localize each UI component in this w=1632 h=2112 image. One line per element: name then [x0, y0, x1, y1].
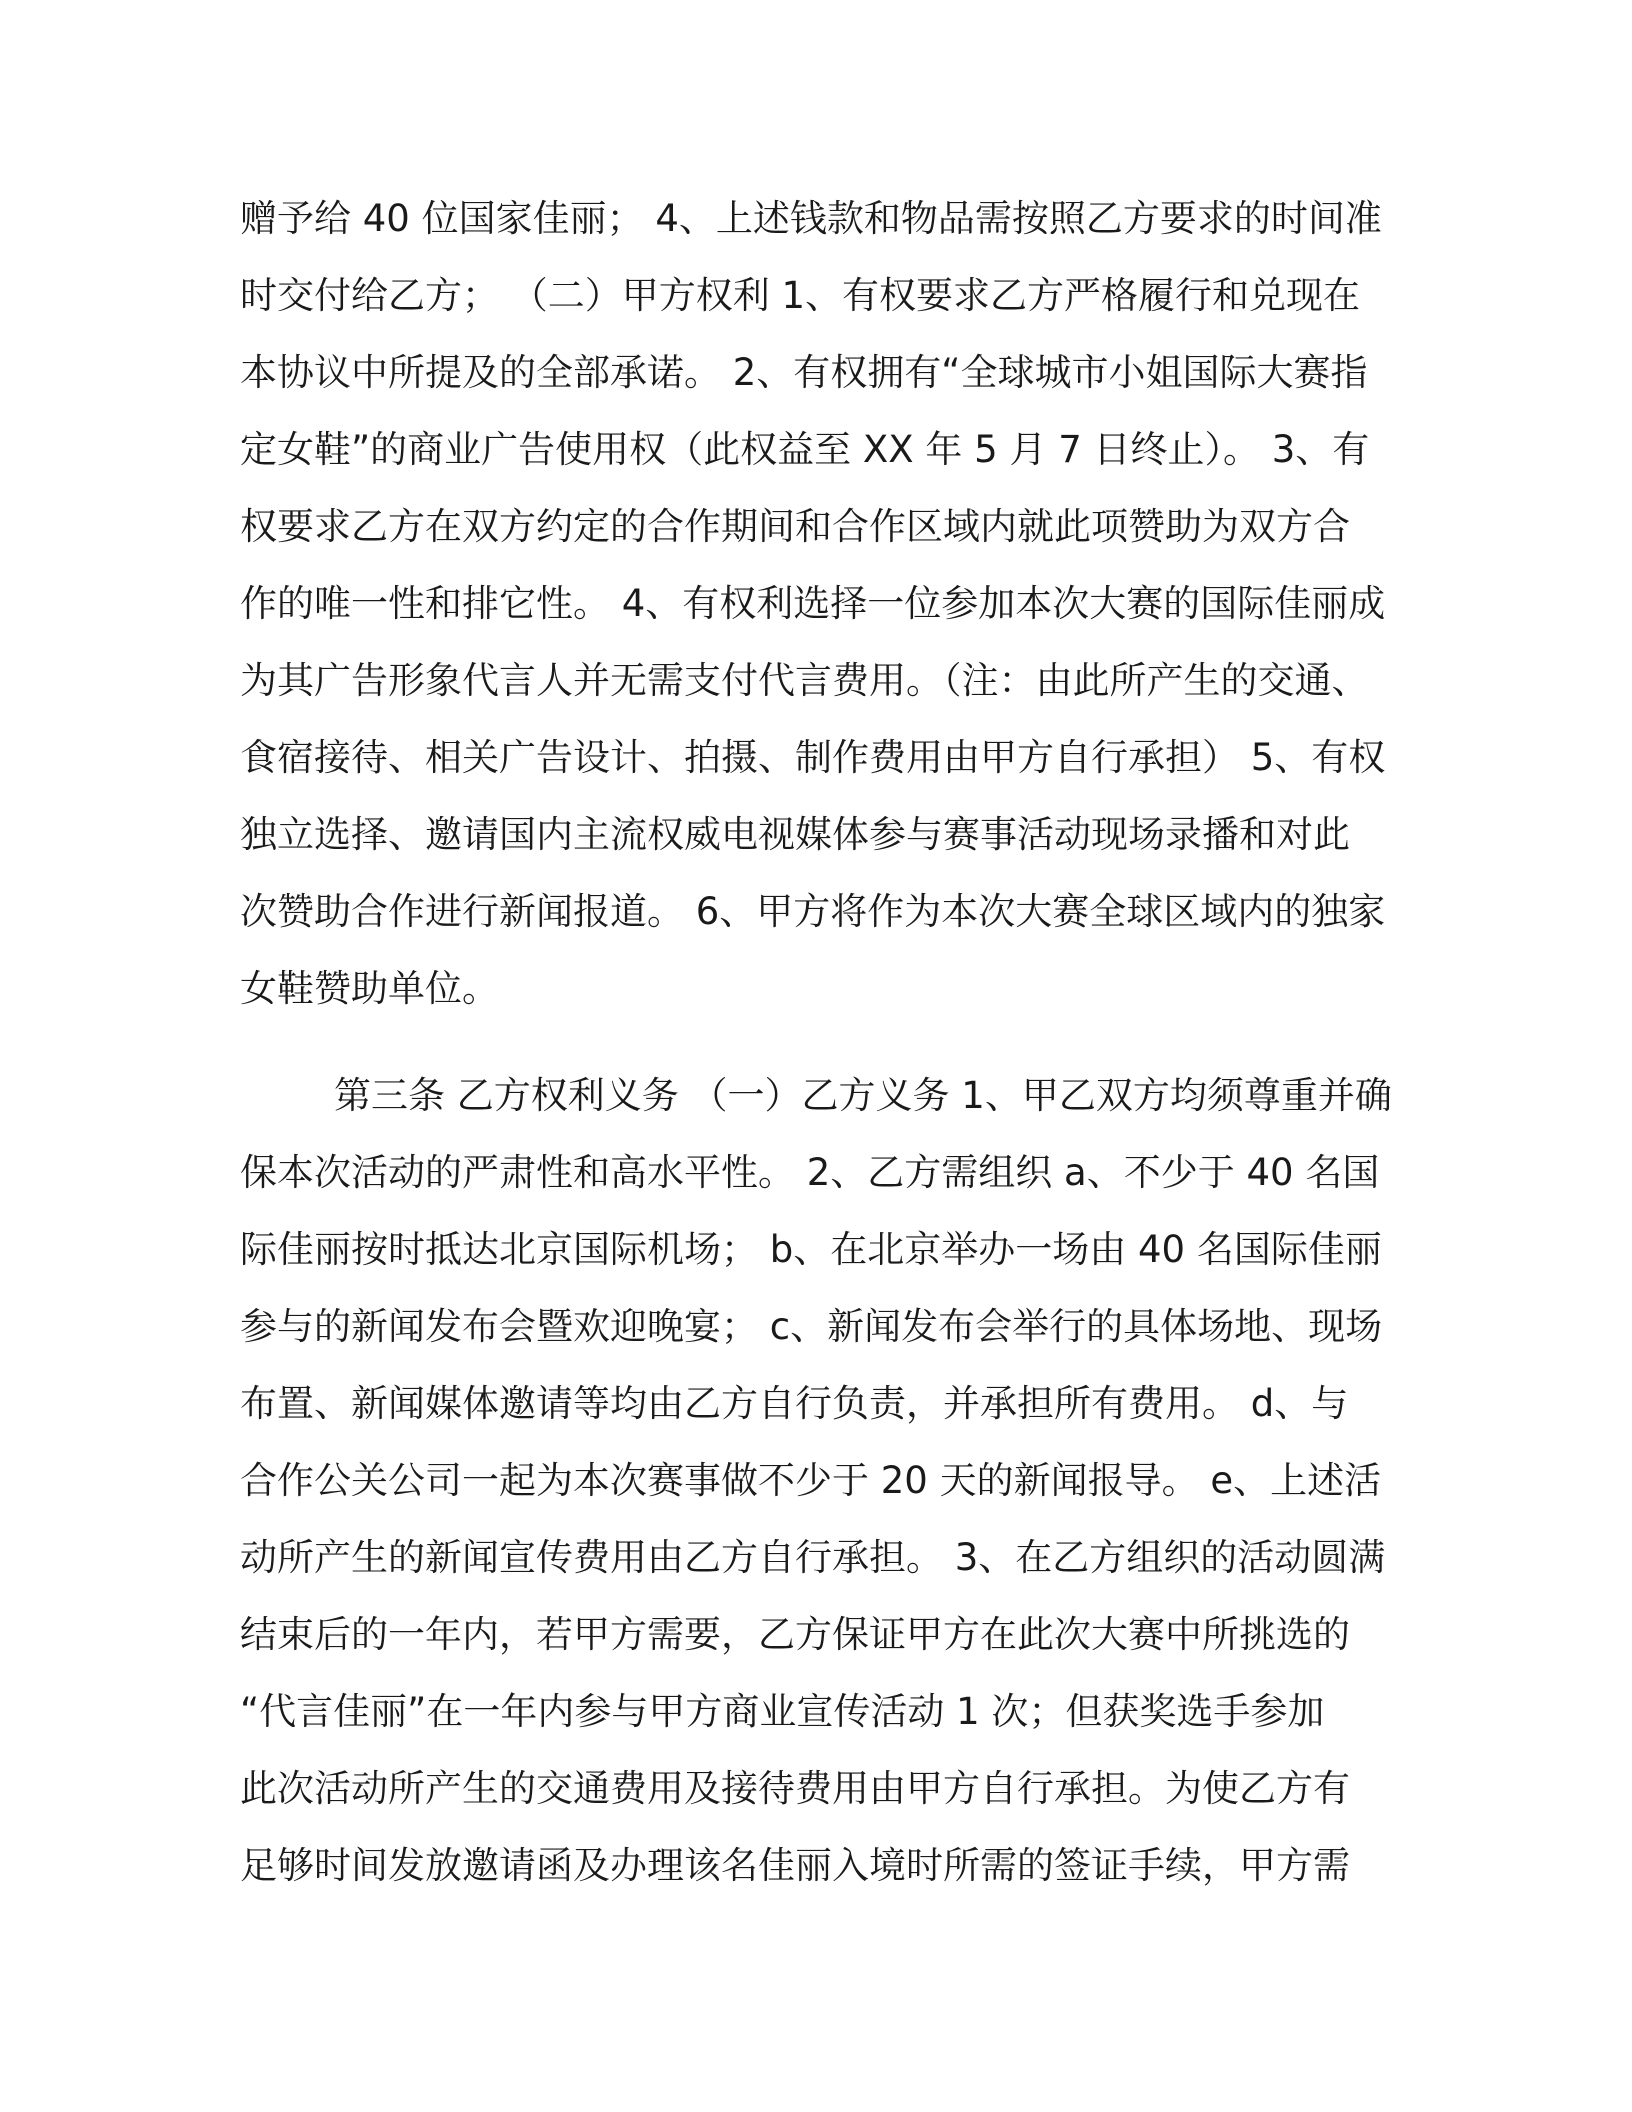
- text-line: “代言佳丽”在一年内参与甲方商业宣传活动 1 次；但获奖选手参加: [240, 1690, 1325, 1733]
- text-line: 食宿接待、相关广告设计、拍摄、制作费用由甲方自行承担） 5、有权: [240, 736, 1386, 779]
- text-line: 布置、新闻媒体邀请等均由乙方自行负责，并承担所有费用。 d、与: [240, 1382, 1349, 1425]
- text-line: 独立选择、邀请国内主流权威电视媒体参与赛事活动现场录播和对此: [240, 813, 1350, 856]
- text-line: 参与的新闻发布会暨欢迎晚宴； c、新闻发布会举行的具体场地、现场: [240, 1305, 1383, 1348]
- text-line: 足够时间发放邀请函及办理该名佳丽入境时所需的签证手续，甲方需: [240, 1844, 1350, 1887]
- text-line: 赠予给 40 位国家佳丽； 4、上述钱款和物品需按照乙方要求的时间准: [240, 197, 1382, 240]
- paragraph-article-three: [240, 1057, 1400, 1904]
- text-line: 动所产生的新闻宣传费用由乙方自行承担。 3、在乙方组织的活动圆满: [240, 1536, 1386, 1579]
- text-line: 权要求乙方在双方约定的合作期间和合作区域内就此项赞助为双方合: [240, 505, 1350, 548]
- text-line: 作的唯一性和排它性。 4、有权利选择一位参加本次大赛的国际佳丽成: [240, 582, 1386, 625]
- text-line: 际佳丽按时抵达北京国际机场； b、在北京举办一场由 40 名国际佳丽: [240, 1228, 1382, 1271]
- article-heading-line: 第三条 乙方权利义务 （一）乙方义务 1、甲乙双方均须尊重并确: [334, 1074, 1392, 1117]
- text-line: 合作公关公司一起为本次赛事做不少于 20 天的新闻报导。 e、上述活: [240, 1459, 1382, 1502]
- text-line: 为其广告形象代言人并无需支付代言费用。（注：由此所产生的交通、: [240, 659, 1369, 702]
- text-line: 女鞋赞助单位。: [240, 967, 499, 1010]
- text-line: 时交付给乙方； （二）甲方权利 1、有权要求乙方严格履行和兑现在: [240, 274, 1361, 317]
- text-line: 本协议中所提及的全部承诺。 2、有权拥有“全球城市小姐国际大赛指: [240, 351, 1368, 394]
- text-line: 结束后的一年内，若甲方需要，乙方保证甲方在此次大赛中所挑选的: [240, 1613, 1350, 1656]
- text-line: 此次活动所产生的交通费用及接待费用由甲方自行承担。为使乙方有: [240, 1767, 1350, 1810]
- paragraph-party-a-rights: [240, 180, 1400, 1027]
- text-line: 保本次活动的严肃性和高水平性。 2、乙方需组织 a、不少于 40 名国: [240, 1151, 1380, 1194]
- text-line: 定女鞋”的商业广告使用权（此权益至 XX 年 5 月 7 日终止）。 3、有: [240, 428, 1370, 471]
- text-line: 次赞助合作进行新闻报道。 6、甲方将作为本次大赛全球区域内的独家: [240, 890, 1386, 933]
